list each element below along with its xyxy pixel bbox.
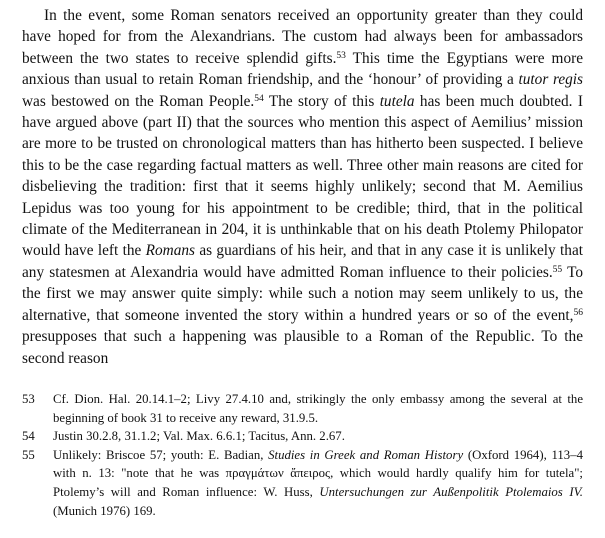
footnote-text: Unlikely: Briscoe 57; youth: E. Badian,: [53, 447, 269, 462]
footnote-text: (Oxford 1964), 113–4 with n. 13: "note that he was πραγμάτων ἄπειρος, which would hardly qualify him for tutela"; Ptolemy’s will and Roman influence: W. Huss,: [53, 447, 583, 499]
footnote-ref-56: 56: [573, 307, 583, 318]
main-paragraph: [22, 5, 583, 369]
italic-title: Untersuchungen zur Außenpolitik Ptolemaios IV.: [319, 484, 583, 499]
footnote-number: 55: [22, 447, 35, 462]
italic-term: Romans: [145, 242, 195, 260]
text-segment: This time the Egyptians were more anxious than usual to retain Roman friendship, and the ‘honour’ of providing a: [22, 49, 583, 89]
italic-title: Studies in Greek and Roman History: [268, 447, 464, 462]
footnote-number: 54: [22, 429, 35, 444]
italic-term: tutor regis: [518, 71, 583, 89]
footnote-54: [22, 427, 583, 446]
text-segment: has been much doubted. I have argued above (part II) that the sources who mention this aspect of Aemilius’ mission are more to be trusted on chronological matters than has hitherto been suspected. I believe this to be the case regarding factual matters as well. Three other main reasons are cited for disbelieving the tradition: first that it seems highly unlikely; second that M. Aemilius Lepidus was too young for his appointment to be credible; third, that in the political climate of the Mediterranean in 204, it is unthinkable that on his death Ptolemy Philopator would have left the: [22, 92, 583, 260]
footnote-text: (Munich 1976) 169.: [53, 503, 156, 518]
footnote-number: 53: [22, 392, 35, 406]
footnote-ref-53: 53: [336, 50, 346, 61]
italic-term: tutela: [379, 92, 415, 110]
footnote-text: Justin 30.2.8, 31.1.2; Val. Max. 6.6.1; Tacitus, Ann. 2.67.: [53, 429, 345, 444]
text-segment: presupposes that such a happening was plausible to a Roman of the Republic. To the second reason: [22, 328, 583, 367]
footnote-ref-54: 54: [254, 93, 264, 104]
text-segment: was bestowed on the Roman People.: [22, 92, 255, 110]
footnote-53: [22, 390, 583, 427]
footnote-55: [22, 446, 583, 520]
footnote-text: Cf. Dion. Hal. 20.14.1–2; Livy 27.4.10 and, strikingly the only embassy among the several at the beginning of book 31 to receive any reward, 31.9.5.: [53, 392, 583, 425]
text-segment: as guardians of his heir, and that in any case it is unlikely that any statesmen at Alexandria would have admitted Roman influence to their policies.: [22, 242, 583, 281]
footnotes-section: [22, 390, 583, 520]
text-segment: In the event, some Roman senators received an opportunity greater than they could have hoped for from the Alexandrians. The custom had always been for ambassadors between the two states to receive splendid gifts.: [22, 7, 583, 67]
text-segment: The story of this: [263, 92, 380, 110]
footnote-ref-55: 55: [552, 264, 563, 275]
text-segment: To the first we may answer quite simply: while such a notion may seem unlikely to us, the alternative, that someone invented the story within a hundred years or so of the event,: [22, 263, 583, 324]
